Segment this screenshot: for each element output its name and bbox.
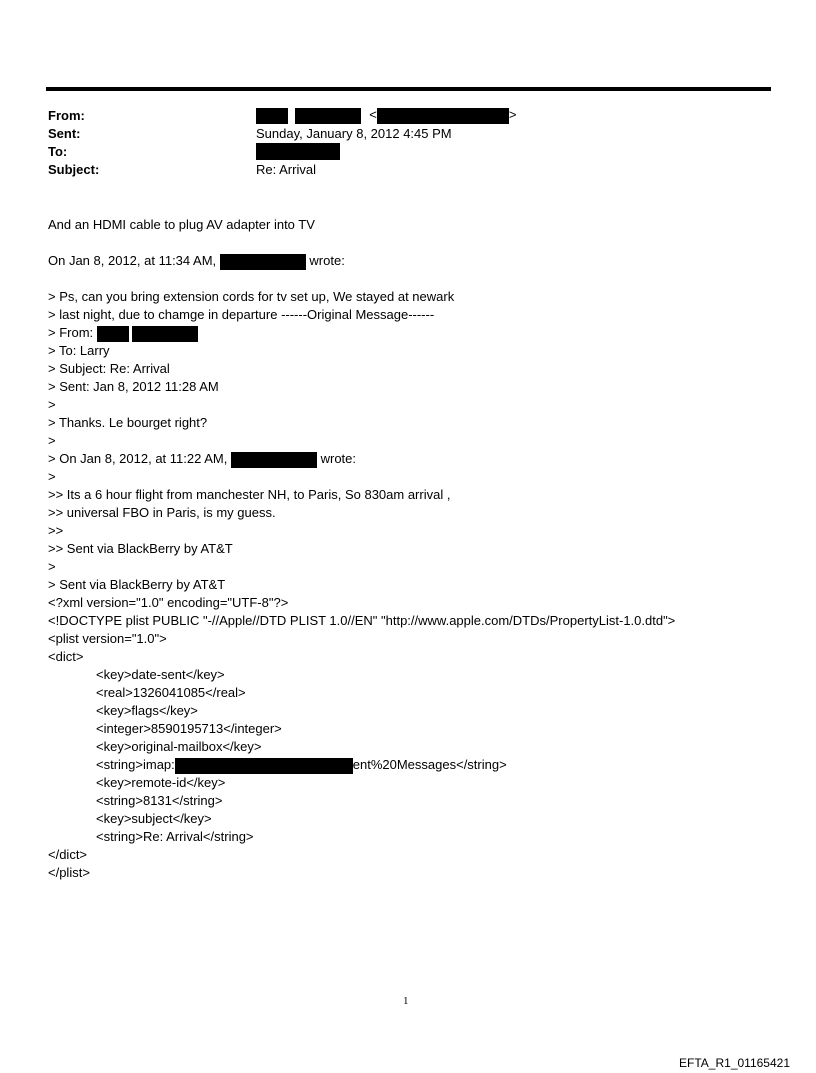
from-gt: > xyxy=(508,107,517,122)
page-number: 1 xyxy=(403,995,409,1007)
plist-key: <key>date-sent</key> xyxy=(96,667,225,682)
attribution-suffix: wrote: xyxy=(309,253,345,268)
quote-line: >> xyxy=(48,523,64,538)
quote-line: > Thanks. Le bourget right? xyxy=(48,415,208,430)
plist-open: <plist version="1.0"> xyxy=(48,631,167,646)
bates-number: EFTA_R1_01165421 xyxy=(679,1056,790,1070)
redaction-box xyxy=(377,108,509,124)
quote-attribution-suffix: wrote: xyxy=(320,451,357,466)
subject-value: Re: Arrival xyxy=(256,162,316,177)
dict-open: <dict> xyxy=(48,649,84,664)
subject-label: Subject: xyxy=(48,162,100,177)
redaction-box xyxy=(220,254,306,270)
doctype-line: <!DOCTYPE plist PUBLIC "-//Apple//DTD PLIST 1.0//EN" "http://www.apple.com/DTDs/PropertyList-1.0.dtd"> xyxy=(48,613,676,628)
from-label: From: xyxy=(48,108,85,123)
dict-close: </dict> xyxy=(48,847,88,862)
attribution-prefix: On Jan 8, 2012, at 11:34 AM, xyxy=(48,253,217,268)
mailbox-prefix: <string>imap: xyxy=(96,757,175,772)
quote-from-prefix: > From: xyxy=(48,325,94,340)
quote-line: > Subject: Re: Arrival xyxy=(48,361,170,376)
to-value xyxy=(256,143,340,160)
redaction-box xyxy=(175,758,353,774)
redaction-box xyxy=(231,452,317,468)
quote-attribution xyxy=(48,450,356,468)
redaction-box xyxy=(256,108,288,124)
body-line: And an HDMI cable to plug AV adapter into TV xyxy=(48,217,315,232)
plist-value: <integer>8590195713</integer> xyxy=(96,721,282,736)
plist-value: <string>Re: Arrival</string> xyxy=(96,829,254,844)
quote-line: > last night, due to chamge in departure ------Original Message------ xyxy=(48,307,435,322)
from-value xyxy=(256,107,516,124)
plist-key: <key>remote-id</key> xyxy=(96,775,226,790)
reply-attribution xyxy=(48,252,345,270)
quote-line: >> Sent via BlackBerry by AT&T xyxy=(48,541,233,556)
plist-key: <key>flags</key> xyxy=(96,703,198,718)
to-label: To: xyxy=(48,144,68,159)
plist-key: <key>original-mailbox</key> xyxy=(96,739,262,754)
quote-line: > xyxy=(48,433,56,448)
redaction-box xyxy=(132,326,198,342)
plist-key: <key>subject</key> xyxy=(96,811,212,826)
header-rule xyxy=(46,87,771,91)
quote-line: > To: Larry xyxy=(48,343,110,358)
plist-value: <real>1326041085</real> xyxy=(96,685,246,700)
mailbox-suffix: ent%20Messages</string> xyxy=(352,757,507,772)
quote-line: > Sent via BlackBerry by AT&T xyxy=(48,577,226,592)
plist-close: </plist> xyxy=(48,865,90,880)
sent-label: Sent: xyxy=(48,126,81,141)
from-lt: < xyxy=(369,107,377,122)
redaction-box xyxy=(256,143,340,160)
redaction-box xyxy=(97,326,129,342)
quote-line: > xyxy=(48,469,56,484)
quote-line: > Sent: Jan 8, 2012 11:28 AM xyxy=(48,379,219,394)
quote-line: > xyxy=(48,559,56,574)
quote-line: >> universal FBO in Paris, is my guess. xyxy=(48,505,276,520)
quote-from-line xyxy=(48,324,198,342)
quote-line: >> Its a 6 hour flight from manchester NH, to Paris, So 830am arrival , xyxy=(48,487,451,502)
redaction-box xyxy=(295,108,361,124)
sent-value: Sunday, January 8, 2012 4:45 PM xyxy=(256,126,452,141)
quote-line: > xyxy=(48,397,56,412)
plist-value: <string>8131</string> xyxy=(96,793,223,808)
xml-declaration: <?xml version="1.0" encoding="UTF-8"?> xyxy=(48,595,289,610)
quote-attribution-prefix: > On Jan 8, 2012, at 11:22 AM, xyxy=(48,451,228,466)
plist-value-mailbox xyxy=(96,756,507,774)
quote-line: > Ps, can you bring extension cords for tv set up, We stayed at newark xyxy=(48,289,455,304)
